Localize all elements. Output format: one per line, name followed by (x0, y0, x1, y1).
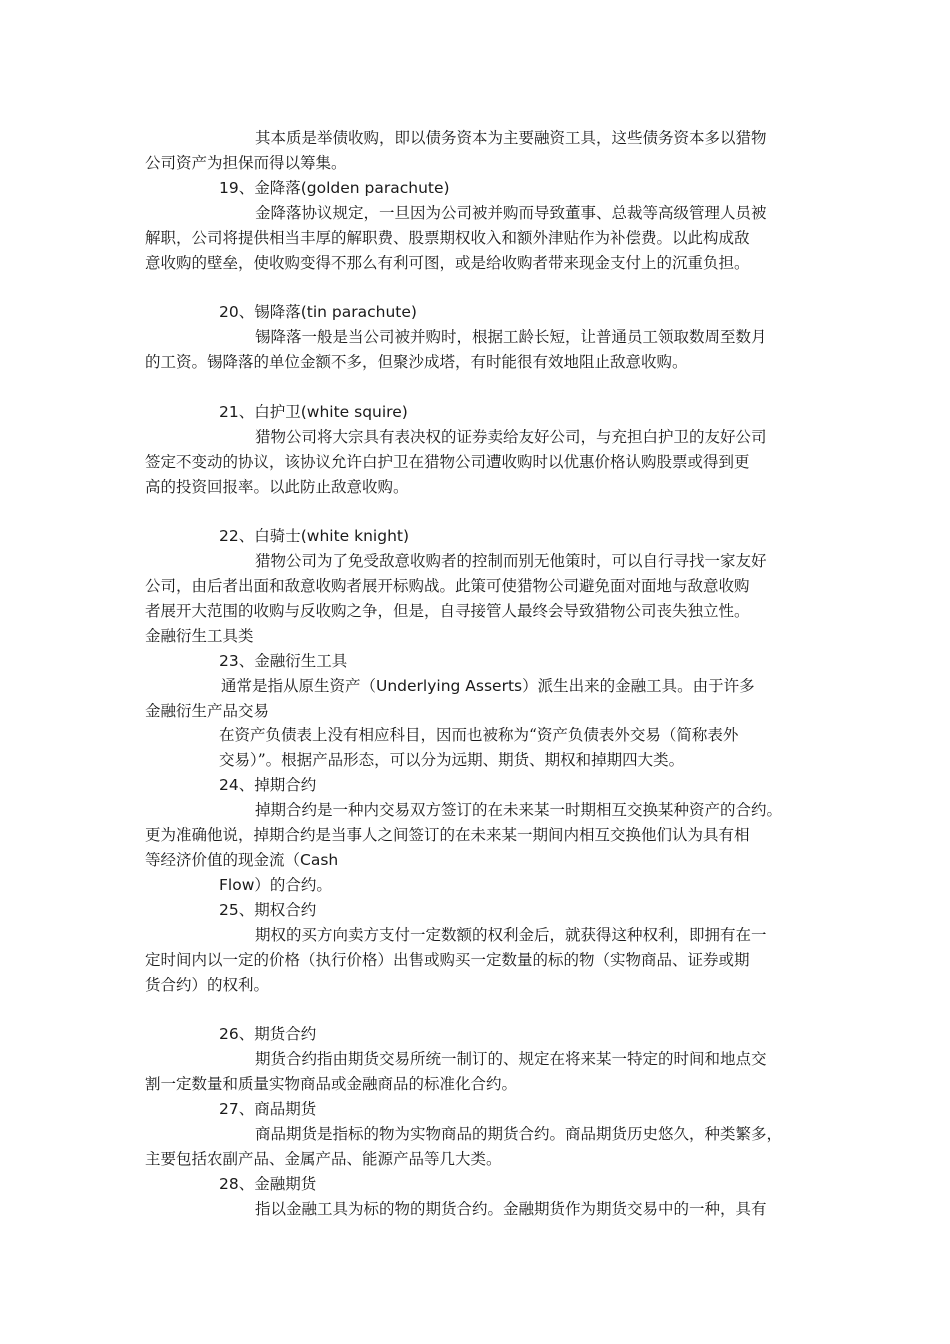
paragraph-line: 商品期货是指标的物为实物商品的期货合约。商品期货历史悠久，种类繁多， (255, 1125, 783, 1143)
paragraph-line: 公司资产为担保而得以筹集。 (145, 154, 347, 172)
paragraph-line: 猎物公司将大宗具有表决权的证券卖给友好公司，与充担白护卫的友好公司 (255, 428, 767, 446)
paragraph-line: 主要包括农副产品、金属产品、能源产品等几大类。 (145, 1150, 502, 1168)
paragraph-line: 的工资。锡降落的单位金额不多，但聚沙成塔，有时能很有效地阻止敌意收购。 (145, 353, 688, 371)
paragraph-line: 签定不变动的协议，该协议允许白护卫在猎物公司遭收购时以优惠价格认购股票或得到更 (145, 453, 750, 471)
section-heading-23: 23、金融衍生工具 (219, 652, 348, 670)
paragraph-line: 在资产负债表上没有相应科目，因而也被称为“资产负债表外交易（简称表外 (219, 726, 739, 744)
paragraph-line: 掉期合约是一种内交易双方签订的在未来某一时期相互交换某种资产的合约。 (255, 801, 783, 819)
paragraph-line: 货合约）的权利。 (145, 976, 270, 994)
paragraph-line: 意收购的壁垒，使收购变得不那么有利可图，或是给收购者带来现金支付上的沉重负担。 (145, 254, 750, 272)
section-heading-21: 21、白护卫(white squire) (219, 403, 408, 421)
section-heading-19: 19、金降落(golden parachute) (219, 179, 450, 197)
paragraph-line: 指以金融工具为标的物的期货合约。金融期货作为期货交易中的一种，具有 (255, 1200, 767, 1218)
paragraph-line: 高的投资回报率。以此防止敌意收购。 (145, 478, 409, 496)
paragraph-line: 锡降落一般是当公司被并购时，根据工龄长短，让普通员工领取数周至数月 (255, 328, 767, 346)
paragraph-line: 猎物公司为了免受敌意收购者的控制而别无他策时，可以自行寻找一家友好 (255, 552, 767, 570)
section-heading-26: 26、期货合约 (219, 1025, 317, 1043)
paragraph-line: 公司，由后者出面和敌意收购者展开标购战。此策可使猎物公司避免面对面地与敌意收购 (145, 577, 750, 595)
paragraph-line: 期权的买方向卖方支付一定数额的权利金后，就获得这种权利，即拥有在一 (255, 926, 767, 944)
paragraph-line: 解职，公司将提供相当丰厚的解职费、股票期权收入和额外津贴作为补偿费。以此构成敌 (145, 229, 750, 247)
section-heading-28: 28、金融期货 (219, 1175, 317, 1193)
paragraph-line: 通常是指从原生资产（Underlying Asserts）派生出来的金融工具。由于许多 (221, 677, 755, 695)
paragraph-line: 金降落协议规定，一旦因为公司被并购而导致董事、总裁等高级管理人员被 (255, 204, 767, 222)
paragraph-line: 等经济价值的现金流（Cash (145, 851, 339, 869)
paragraph-line: 金融衍生产品交易 (145, 702, 270, 720)
paragraph-line: Flow）的合约。 (219, 876, 332, 894)
section-heading-25: 25、期权合约 (219, 901, 317, 919)
paragraph-line: 定时间内以一定的价格（执行价格）出售或购买一定数量的标的物（实物商品、证券或期 (145, 951, 750, 969)
paragraph-line: 更为准确他说，掉期合约是当事人之间签订的在未来某一期间内相互交换他们认为具有相 (145, 826, 750, 844)
section-heading-24: 24、掉期合约 (219, 776, 317, 794)
paragraph-line: 者展开大范围的收购与反收购之争，但是，自寻接管人最终会导致猎物公司丧失独立性。 (145, 602, 750, 620)
paragraph-line: 割一定数量和质量实物商品或金融商品的标准化合约。 (145, 1075, 518, 1093)
paragraph-line: 其本质是举债收购，即以债务资本为主要融资工具，这些债务资本多以猎物 (255, 129, 767, 147)
paragraph-line: 期货合约指由期货交易所统一制订的、规定在将来某一特定的时间和地点交 (255, 1050, 767, 1068)
section-heading-27: 27、商品期货 (219, 1100, 317, 1118)
category-heading: 金融衍生工具类 (145, 627, 254, 645)
paragraph-line: 交易）”。根据产品形态，可以分为远期、期货、期权和掉期四大类。 (219, 751, 685, 769)
section-heading-20: 20、锡降落(tin parachute) (219, 303, 417, 321)
section-heading-22: 22、白骑士(white knight) (219, 527, 410, 545)
